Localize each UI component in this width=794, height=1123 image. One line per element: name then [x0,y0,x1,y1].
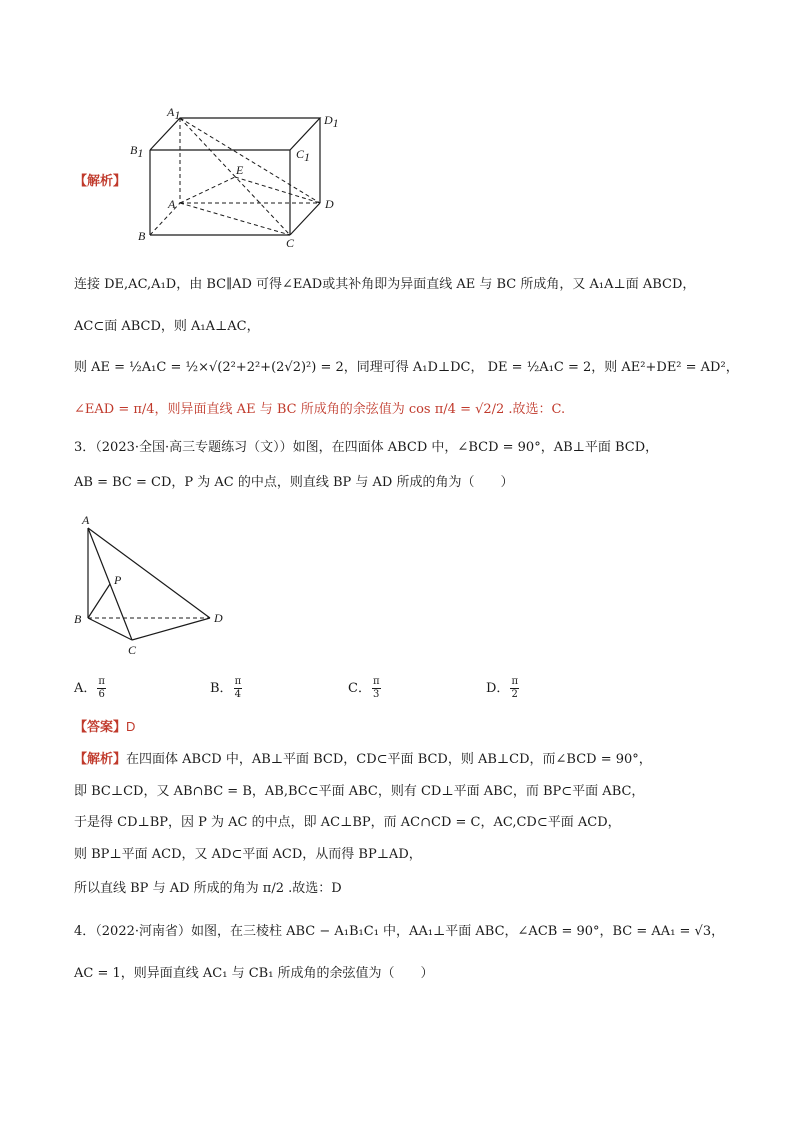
label-B: B [74,612,82,626]
label-C: C [128,643,137,657]
q3-answer [74,716,135,735]
q3-analysis-line-3: 于是得 CD⊥BP，因 P 为 AC 的中点，即 AC⊥BP，而 AC∩CD = C，AC,CD⊂平面 ACD， [74,815,621,830]
option-d[interactable]: D． $\frac{\pi}{2}$ [486,676,519,700]
q2-analysis-line-3: 则 AE = ½A₁C = ½×√(2²+2²+(2√2)²) = 2，同理可得 A₁D⊥DC， DE = ½A₁C = 2，则 AE²+DE² = AD²， [74,360,739,375]
option-b[interactable]: B． $\frac{\pi}{4}$ [210,676,242,700]
q3-stem-line-2: AB = BC = CD，P 为 AC 的中点，则直线 BP 与 AD 所成的角为（ ） [74,475,514,490]
q3-answer-tag: 【答案】 [74,720,127,735]
segment-BP [88,584,110,618]
label-A1: A1 [167,105,181,122]
q4-stem-line-1: 4．（2022·河南省）如图，在三棱柱 ABC − A₁B₁C₁ 中，AA₁⊥平面 ABC，∠ACB = 90°，BC = AA₁ = √3， [74,924,725,939]
label-E: E [236,163,244,177]
q2-analysis-line-4: ∠EAD = π/4，则异面直线 AE 与 BC 所成角的余弦值为 cos π/4 = √2/2 .故选：C. [74,402,566,417]
label-C1: C1 [296,147,311,164]
label-A: A [168,197,176,211]
prism-figure [130,100,350,250]
q3-analysis-line-4: 则 BP⊥平面 ACD，又 AD⊂平面 ACD，从而得 BP⊥AD， [74,847,422,862]
tetrahedron-figure [70,510,240,660]
label-P: P [114,573,122,587]
label-D1: D1 [324,113,339,130]
q3-answer-value: D [126,719,136,734]
option-a[interactable]: A． $\frac{\pi}{6}$ [74,676,105,700]
option-c[interactable]: C． $\frac{\pi}{3}$ [348,676,380,700]
q3-analysis-line-5: 所以直线 BP 与 AD 所成的角为 π/2 .故选：D [74,881,342,896]
label-B: B [138,229,146,243]
q3-analysis-line-2: 即 BC⊥CD，又 AB∩BC = B，AB,BC⊂平面 ABC，则有 CD⊥平面 ABC，而 BP⊂平面 ABC， [74,784,645,799]
q3-stem-line-1: 3．（2023·全国·高三专题练习（文））如图，在四面体 ABCD 中，∠BCD = 90°，AB⊥平面 BCD， [74,440,659,455]
q4-stem-line-2: AC = 1，则异面直线 AC₁ 与 CB₁ 所成角的余弦值为（ ） [74,966,434,981]
q2-analysis-line-2: AC⊂面 ABCD，则 A₁A⊥AC， [74,319,260,334]
label-C: C [286,236,295,250]
label-B1: B1 [130,143,144,160]
q2-analysis-line-1: 连接 DE,AC,A₁D，由 BC∥AD 可得∠EAD或其补角即为异面直线 AE 与 BC 所成角，又 A₁A⊥面 ABCD， [74,277,696,292]
q3-analysis-line-1: 【解析】在四面体 ABCD 中，AB⊥平面 BCD，CD⊂平面 BCD，则 AB⊥CD，而∠BCD = 90°， [74,752,652,767]
label-D: D [214,611,223,625]
diagonal-A1C [180,118,290,235]
prism-top-face [150,118,320,150]
q2-analysis-tag: 【解析】 [74,174,127,189]
q3-analysis-tag: 【解析】 [74,752,127,767]
label-A: A [82,513,90,527]
label-D: D [325,197,334,211]
